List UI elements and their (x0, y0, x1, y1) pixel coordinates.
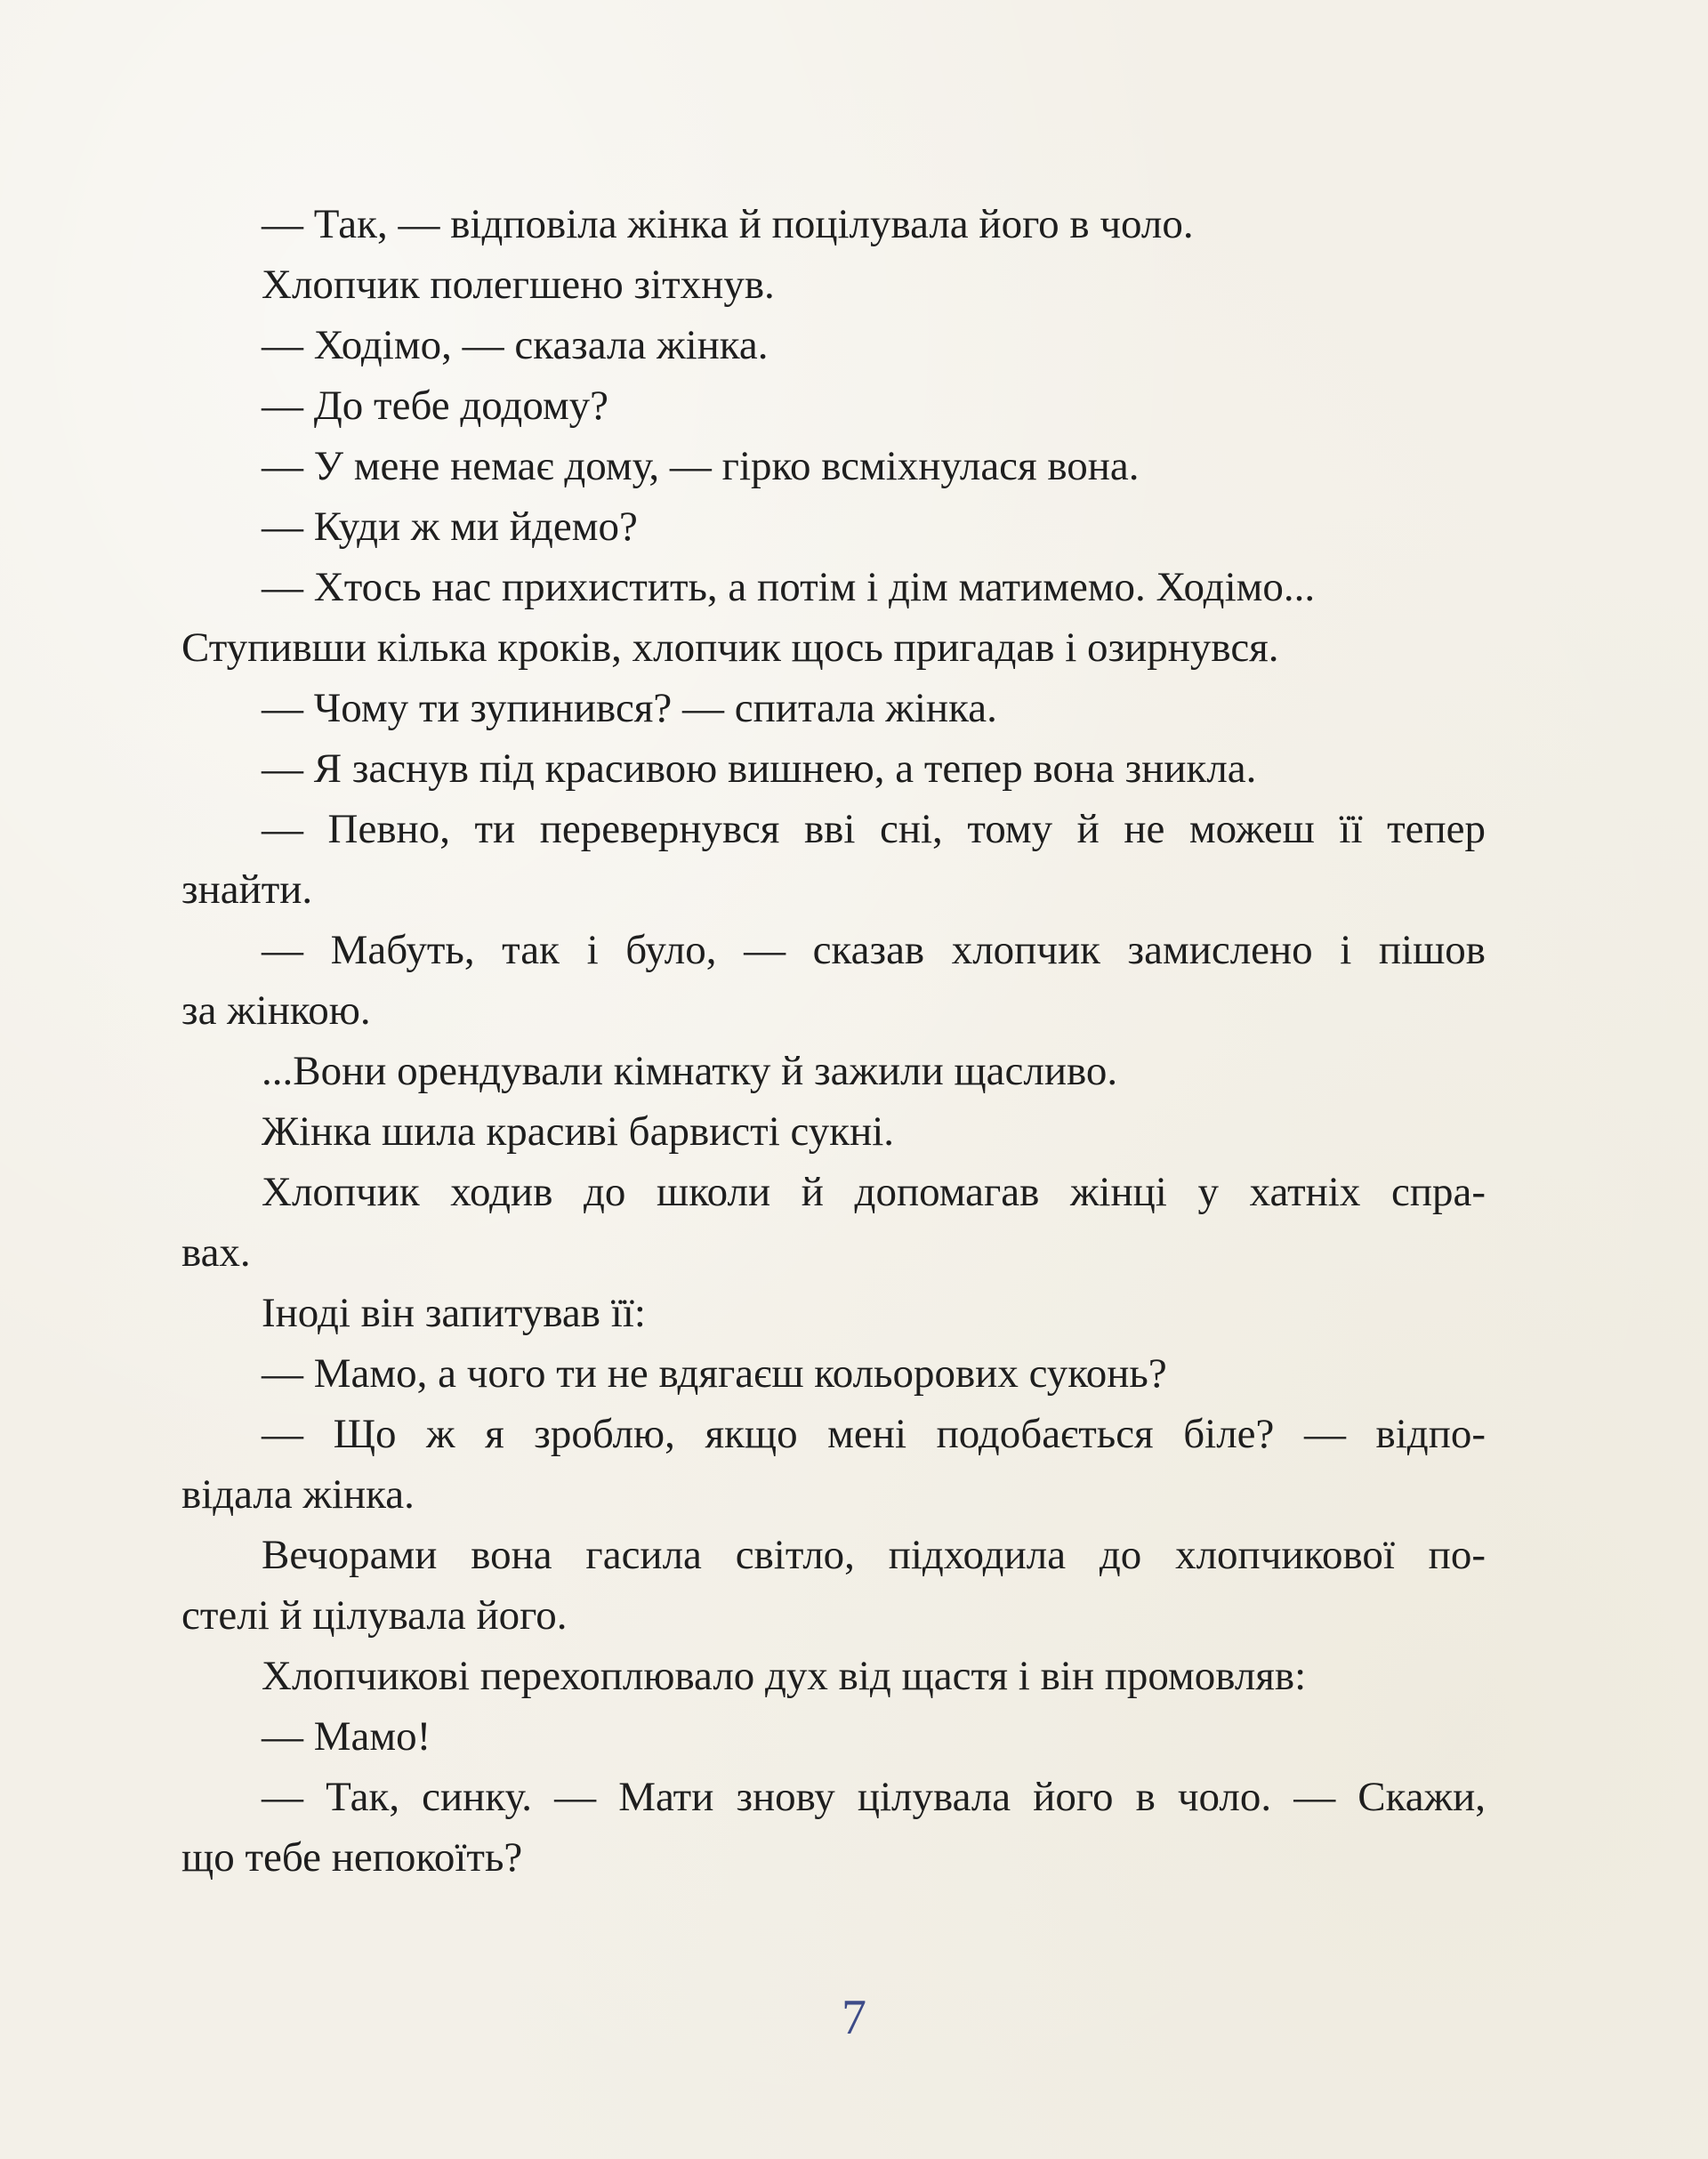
text-line: відала жінка. (181, 1471, 415, 1518)
text-line: — Хтось нас прихистить, а потім і дім матимемо. Ходімо... (262, 564, 1316, 610)
text-line: знайти. (181, 866, 313, 913)
text-line: — Мабуть, так і було, — сказав хлопчик замислено і пішов (262, 927, 1486, 973)
text-line: — Куди ж ми йдемо? (262, 503, 638, 550)
text-line: — Що ж я зроблю, якщо мені подобається біле? — відпо- (262, 1411, 1486, 1457)
text-line: — Певно, ти перевернувся вві сні, тому й не можеш її тепер (262, 806, 1486, 852)
text-line: — Чому ти зупинився? — спитала жінка. (262, 685, 997, 731)
text-line: — Мамо, а чого ти не вдягаєш кольорових суконь? (262, 1350, 1167, 1397)
text-line: Вечорами вона гасила світло, підходила до хлопчикової по- (262, 1532, 1486, 1578)
text-line: Жінка шила красиві барвисті сукні. (262, 1108, 895, 1155)
text-line: стелі й цілувала його. (181, 1592, 568, 1639)
text-line: — Я заснув під красивою вишнею, а тепер вона зникла. (262, 745, 1257, 792)
text-line: Іноді він запитував її: (262, 1290, 646, 1336)
page-number: 7 (842, 1990, 866, 2045)
text-line: Хлопчик ходив до школи й допомагав жінці у хатніх спра- (262, 1169, 1486, 1215)
text-line: — Мамо! (262, 1713, 431, 1760)
text-line: Ступивши кілька кроків, хлопчик щось пригадав і озирнувся. (181, 624, 1279, 671)
text-line: Хлопчикові перехоплювало дух від щастя і він промовляв: (262, 1653, 1307, 1699)
text-line: — До тебе додому? (262, 383, 609, 429)
text-line: Хлопчик полегшено зітхнув. (262, 262, 775, 308)
text-line: — Так, — відповіла жінка й поцілувала його в чоло. (262, 201, 1194, 247)
story-text (181, 194, 1486, 1888)
text-line: — У мене немає дому, — гірко всміхнулася вона. (262, 443, 1140, 489)
text-line: вах. (181, 1229, 251, 1276)
text-line: ...Вони орендували кімнатку й зажили щасливо. (262, 1048, 1118, 1094)
text-line: — Ходімо, — сказала жінка. (262, 322, 769, 368)
text-line: — Так, синку. — Мати знову цілувала його в чоло. — Скажи, (262, 1774, 1486, 1820)
text-line: що тебе непокоїть? (181, 1834, 523, 1881)
text-line: за жінкою. (181, 987, 371, 1034)
